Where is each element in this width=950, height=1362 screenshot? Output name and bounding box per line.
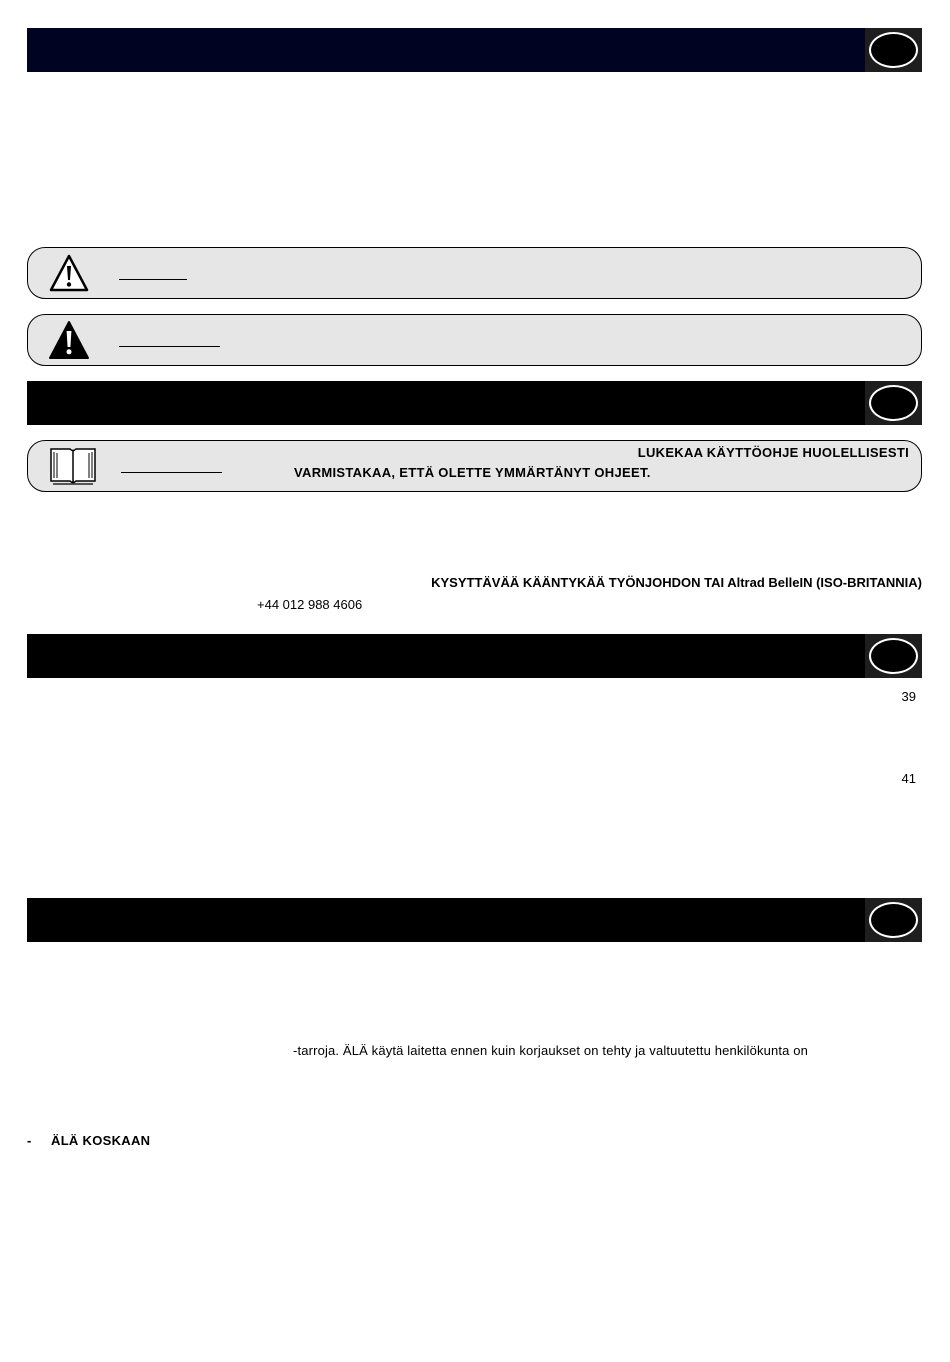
section-header-bar-1: [27, 28, 922, 72]
caution-icon: [48, 253, 90, 293]
bullet-dash: -: [27, 1133, 32, 1148]
section-header-bar-2: [27, 381, 922, 425]
manual-book-icon: [48, 445, 98, 487]
language-badge-oval: [869, 32, 918, 68]
language-badge: [865, 898, 922, 942]
contact-line: KYSYTTÄVÄÄ KÄÄNTYKÄÄ TYÖNJOHDON TAI Altrad BelleIN (ISO-BRITANNIA): [431, 575, 922, 590]
contents-page-number: 41: [901, 771, 916, 786]
language-badge: [865, 634, 922, 678]
warning-notice: [27, 314, 922, 366]
read-manual-line2: VARMISTAKAA, ETTÄ OLETTE YMMÄRTÄNYT OHJEET.: [294, 465, 651, 480]
contact-phone: +44 012 988 4606: [257, 597, 363, 612]
safety-bullet-text: ÄLÄ KOSKAAN: [51, 1133, 151, 1148]
caution-notice: [27, 247, 922, 299]
warning-icon: [48, 320, 90, 360]
language-badge-oval: [869, 638, 918, 674]
read-manual-line1: LUKEKAA KÄYTTÖOHJE HUOLELLISESTI: [637, 445, 909, 460]
language-badge-oval: [869, 902, 918, 938]
contents-page-number: 39: [901, 689, 916, 704]
language-badge: [865, 381, 922, 425]
warning-rule: [119, 346, 220, 347]
language-badge-oval: [869, 385, 918, 421]
read-manual-notice: [27, 440, 922, 492]
language-badge: [865, 28, 922, 72]
caution-rule: [119, 279, 187, 280]
section-header-bar-4: [27, 898, 922, 942]
safety-text-line: -tarroja. ÄLÄ käytä laitetta ennen kuin korjaukset on tehty ja valtuutettu henkilökunta on: [293, 1043, 809, 1058]
read-manual-rule: [121, 472, 222, 473]
section-header-bar-3: [27, 634, 922, 678]
